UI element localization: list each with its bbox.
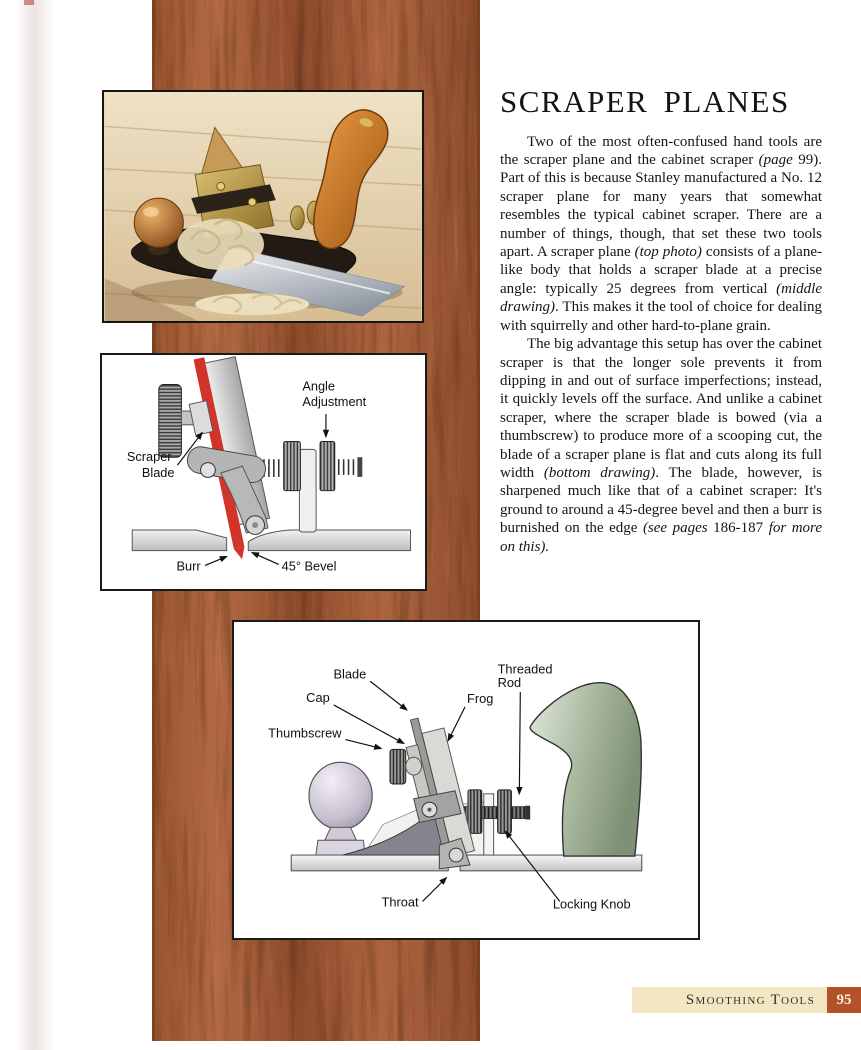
body-paragraph-1: Two of the most often-confused hand tools are the scraper plane and the cabinet scraper (page 99). Part of this is because Stanley manufactured a No. 12 scraper plane for many years that somewhat resembles the typical cabinet scraper. There are a number of things, though, that set these two tools apart. A scraper plane (top photo) consists of a plane-like body that holds a scraper blade at a precise angle: typically 25 degrees from vertical (middle drawing). This makes it the tool of choice for dealing with squirrelly and other hard-to-plane grain.: [500, 133, 822, 334]
label-blade: Blade: [333, 666, 367, 682]
rod-end: [357, 457, 362, 477]
page-title: SCRAPER PLANES: [500, 84, 790, 119]
page-number-badge: [827, 987, 861, 1013]
label-bevel: 45° Bevel: [281, 558, 337, 574]
pivot-hole: [427, 808, 431, 812]
rod-end: [525, 806, 530, 820]
sole-right: [460, 855, 642, 871]
label-locking-knob: Locking Knob: [552, 896, 631, 912]
arrow-thumbscrew: [346, 740, 382, 749]
footer-section-label: Smoothing Tools: [685, 991, 815, 1008]
label-scraper-blade-line2: Blade: [141, 464, 175, 480]
sole-right: [248, 530, 410, 551]
brass-screw: [217, 182, 225, 190]
knob-highlight: [143, 207, 159, 217]
sole-left: [132, 530, 226, 551]
blade-tip: [234, 547, 247, 561]
label-throat: Throat: [381, 894, 419, 910]
arrow-burr: [205, 557, 227, 566]
thumbscrew-knurl: [390, 749, 406, 784]
front-knob: [134, 198, 183, 247]
clamp-pivot: [201, 463, 216, 478]
arrow-throat: [423, 878, 447, 902]
page-gutter-shadow: [16, 0, 56, 1050]
arrow-frog: [448, 707, 465, 741]
label-angle-adjustment-line1: Angle: [302, 378, 335, 394]
frame-plate: [484, 794, 494, 855]
blade-angle-diagram: [100, 353, 427, 591]
front-knob: [309, 762, 372, 829]
body-paragraph-2: The big advantage this setup has over the cabinet scraper is that the longer sole prevents it from dipping in and out of surface imperfections; instead, it quickly levels off the surface. And unlike a cabinet scraper, where the scraper blade is bowed (via a thumbscrew) to produce more of a scooping cut, the blade of a scraper plane is flat and cuts along its full width (bottom drawing). The blade, however, is sharpened much like that of a cabinet scraper: It's ground to around a 45-degree bevel and then a burr is burnished on the edge (see pages 186-187 for more on this).: [500, 336, 822, 555]
knob-neck: [325, 827, 357, 840]
label-frog: Frog: [466, 690, 494, 706]
pivot-hole: [252, 522, 258, 528]
arrow-bevel: [252, 553, 279, 565]
arrow-threaded-rod: [519, 692, 520, 794]
binding-artifact: [24, 0, 34, 5]
knurled-wheel: [284, 442, 301, 491]
locking-knob-right: [498, 790, 512, 833]
brass-fitting: [291, 206, 305, 230]
article-column: [500, 84, 822, 556]
foot-pivot: [449, 848, 463, 862]
scraper-plane-anatomy-diagram: [232, 620, 700, 940]
label-burr: Burr: [176, 558, 201, 574]
locking-knob-left: [468, 790, 482, 833]
label-thumbscrew: Thumbscrew: [268, 725, 342, 741]
brass-screw: [248, 198, 256, 206]
label-angle-adjustment-line2: Adjustment: [302, 394, 367, 410]
adjuster-frame-post: [299, 449, 316, 532]
sole-left: [291, 855, 448, 871]
label-scraper-blade-line1: Scraper: [126, 449, 172, 465]
footer-section-bar: [632, 987, 827, 1013]
tote-handle: [530, 683, 641, 856]
knurled-thumbscrew: [159, 384, 182, 457]
scraper-plane-photo: [102, 90, 424, 323]
label-threaded-rod-line1: Threaded: [497, 661, 553, 677]
arrow-cap: [334, 705, 404, 744]
knurled-wheel: [320, 442, 335, 491]
thumbscrew-boss: [406, 757, 422, 775]
arrow-blade: [370, 681, 407, 710]
label-threaded-rod-line2: Rod: [497, 675, 522, 691]
label-cap: Cap: [306, 689, 330, 705]
page-number: 95: [836, 991, 852, 1008]
